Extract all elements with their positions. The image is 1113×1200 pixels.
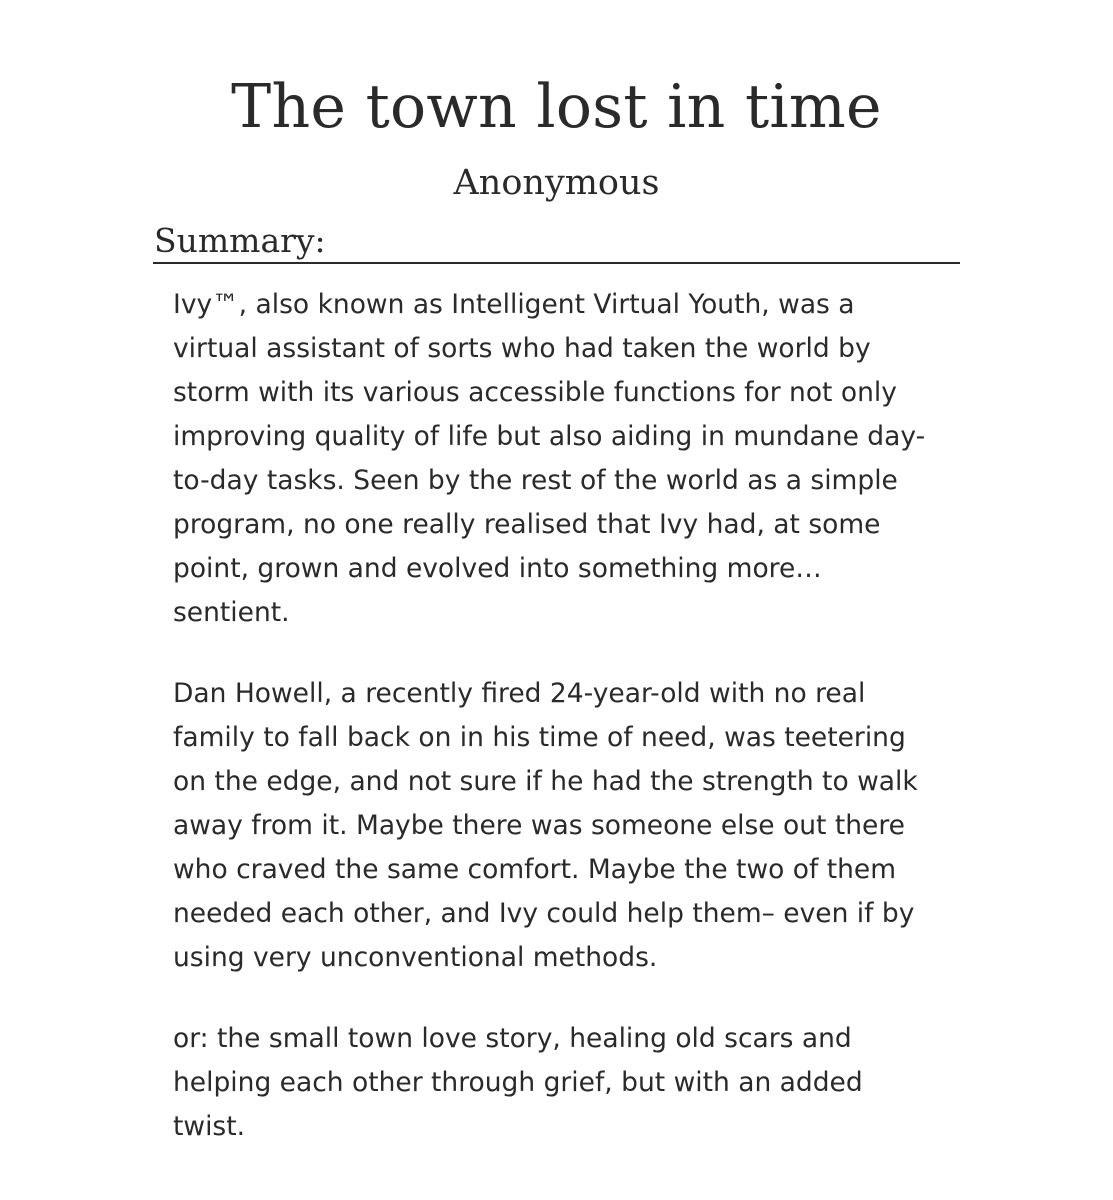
summary-paragraph: Ivy™, also known as Intelligent Virtual Youth, was a virtual assistant of sorts who had taken the world by storm with its various accessible functions for not only improving quality of life but also aiding in mundane day- to-day tasks. Seen by the rest of the world as a simple program, no one really realised that Ivy had, at some point, grown and evolved into something more… sentient.	[173, 289, 926, 628]
summary-text	[173, 283, 953, 1186]
summary-paragraph: Dan Howell, a recently fired 24-year-old with no real family to fall back on in his time of need, was teetering on the edge, and not sure if he had the strength to walk away from it. Maybe there was someone else out there who craved the same comfort. Maybe the two of them needed each other, and Ivy could help them– even if by using very unconventional methods.	[173, 678, 918, 973]
summary-heading: Summary:	[153, 218, 960, 264]
author-byline: Anonymous	[453, 163, 660, 203]
work-title: The town lost in time	[231, 72, 882, 142]
summary-paragraph: or: the small town love story, healing old scars and helping each other through grief, but with an added twist.	[173, 1023, 863, 1142]
